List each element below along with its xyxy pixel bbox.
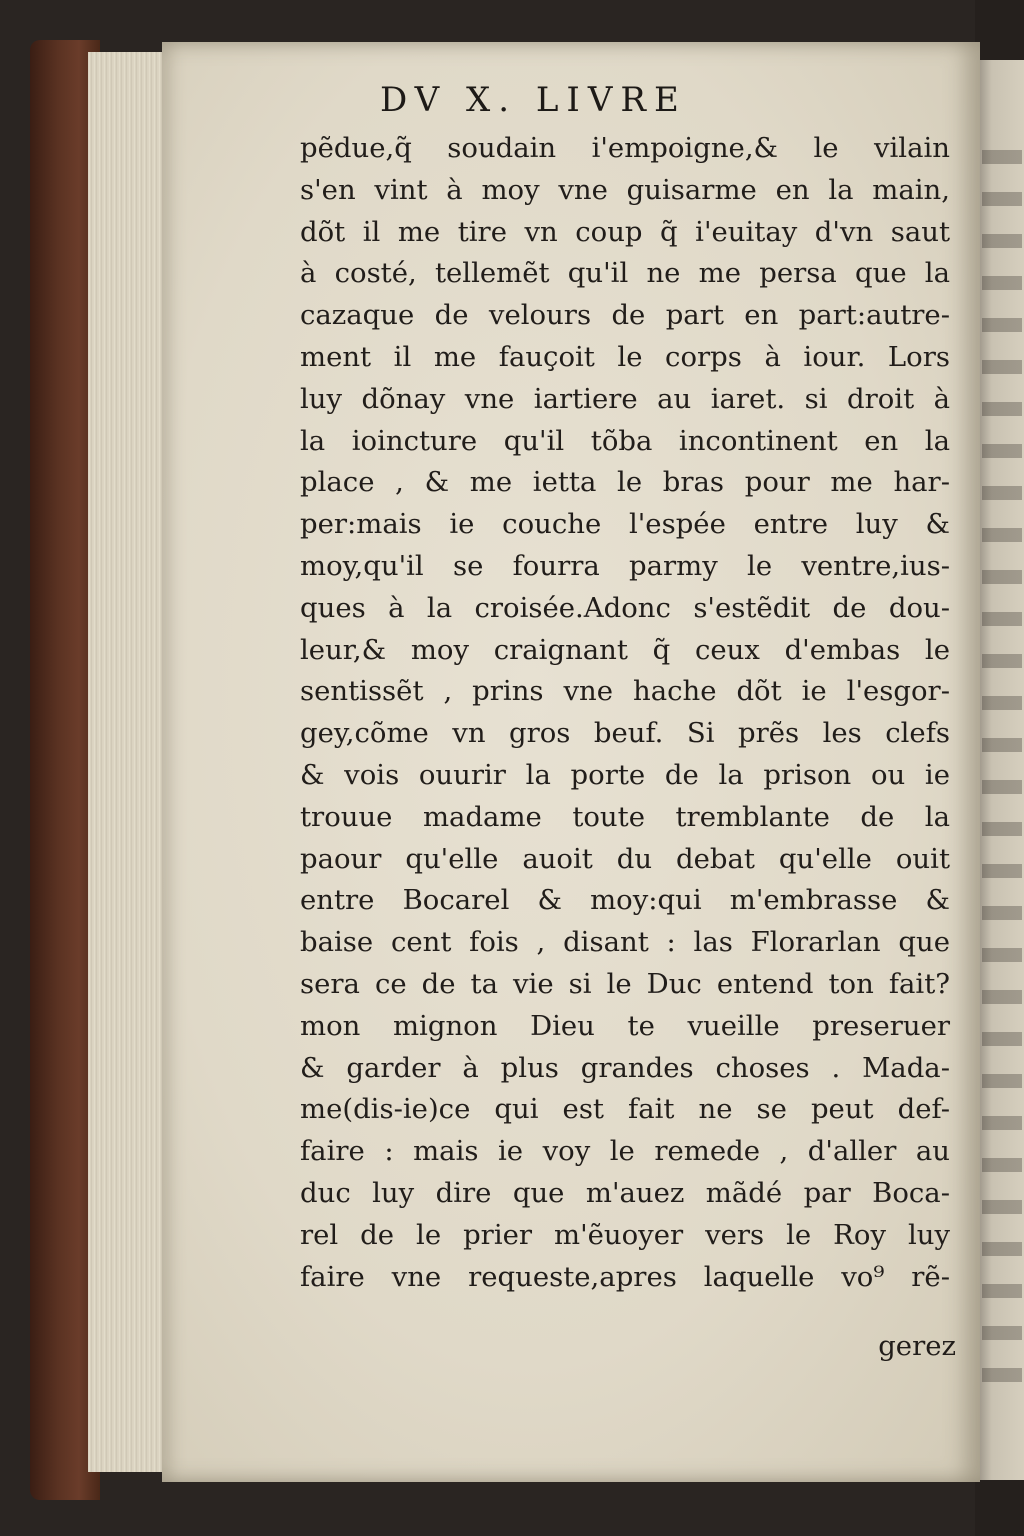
text-line: la ioincture qu'il tõba incontinent en la: [300, 424, 950, 457]
text-line: paour qu'elle auoit du debat qu'elle ouit: [300, 842, 950, 875]
text-line: me(dis-ie)ce qui est fait ne se peut def-: [300, 1093, 950, 1126]
catchword: gerez: [878, 1330, 956, 1362]
text-line: leur,& moy craignant q̃ ceux d'embas le: [300, 633, 950, 666]
text-line: gey,cõme vn gros beuf. Si prẽs les clefs: [300, 717, 950, 750]
text-line: per:mais ie couche l'espée entre luy &: [300, 508, 950, 541]
text-line: cazaque de velours de part en part:autre-: [300, 299, 950, 332]
page-text: [300, 128, 950, 1298]
text-line: luy dõnay vne iartiere au iaret. si droit à: [300, 382, 950, 415]
text-line: ment il me fauçoit le corps à iour. Lors: [300, 340, 950, 373]
text-line: pẽdue,q̃ soudain i'empoigne,& le vilain: [300, 132, 950, 164]
text-line: sera ce de ta vie si le Duc entend ton fait?: [300, 967, 950, 1000]
text-line: faire vne requeste,apres laquelle vo⁹ rẽ-: [300, 1260, 950, 1293]
text-line: & garder à plus grandes choses . Mada-: [300, 1051, 950, 1084]
text-line: place , & me ietta le bras pour me har-: [300, 466, 950, 499]
text-line: baise cent fois , disant : las Florarlan que: [300, 926, 950, 959]
text-line: entre Bocarel & moy:qui m'embrasse &: [300, 884, 950, 917]
text-line: mon mignon Dieu te vueille preseruer: [300, 1009, 950, 1042]
text-line: dõt il me tire vn coup q̃ i'euitay d'vn saut: [300, 215, 950, 248]
text-line: & vois ouurir la porte de la prison ou ie: [300, 758, 950, 791]
text-line: s'en vint à moy vne guisarme en la main,: [300, 173, 950, 206]
text-line: sentissẽt , prins vne hache dõt ie l'esgor-: [300, 675, 950, 708]
facing-page-text: [982, 150, 1022, 1410]
running-head: DV X. LIVRE: [380, 80, 687, 120]
text-line: moy,qu'il se fourra parmy le ventre,ius-: [300, 549, 950, 582]
page-edges: [88, 52, 168, 1472]
text-line: rel de le prier m'ẽuoyer vers le Roy luy: [300, 1218, 950, 1251]
text-line: duc luy dire que m'auez mãdé par Boca-: [300, 1176, 950, 1209]
text-line: faire : mais ie voy le remede , d'aller au: [300, 1135, 950, 1168]
text-line: trouue madame toute tremblante de la: [300, 800, 950, 833]
text-line: ques à la croisée.Adonc s'estẽdit de dou-: [300, 591, 950, 624]
text-line: à costé, tellemẽt qu'il ne me persa que la: [300, 257, 950, 290]
